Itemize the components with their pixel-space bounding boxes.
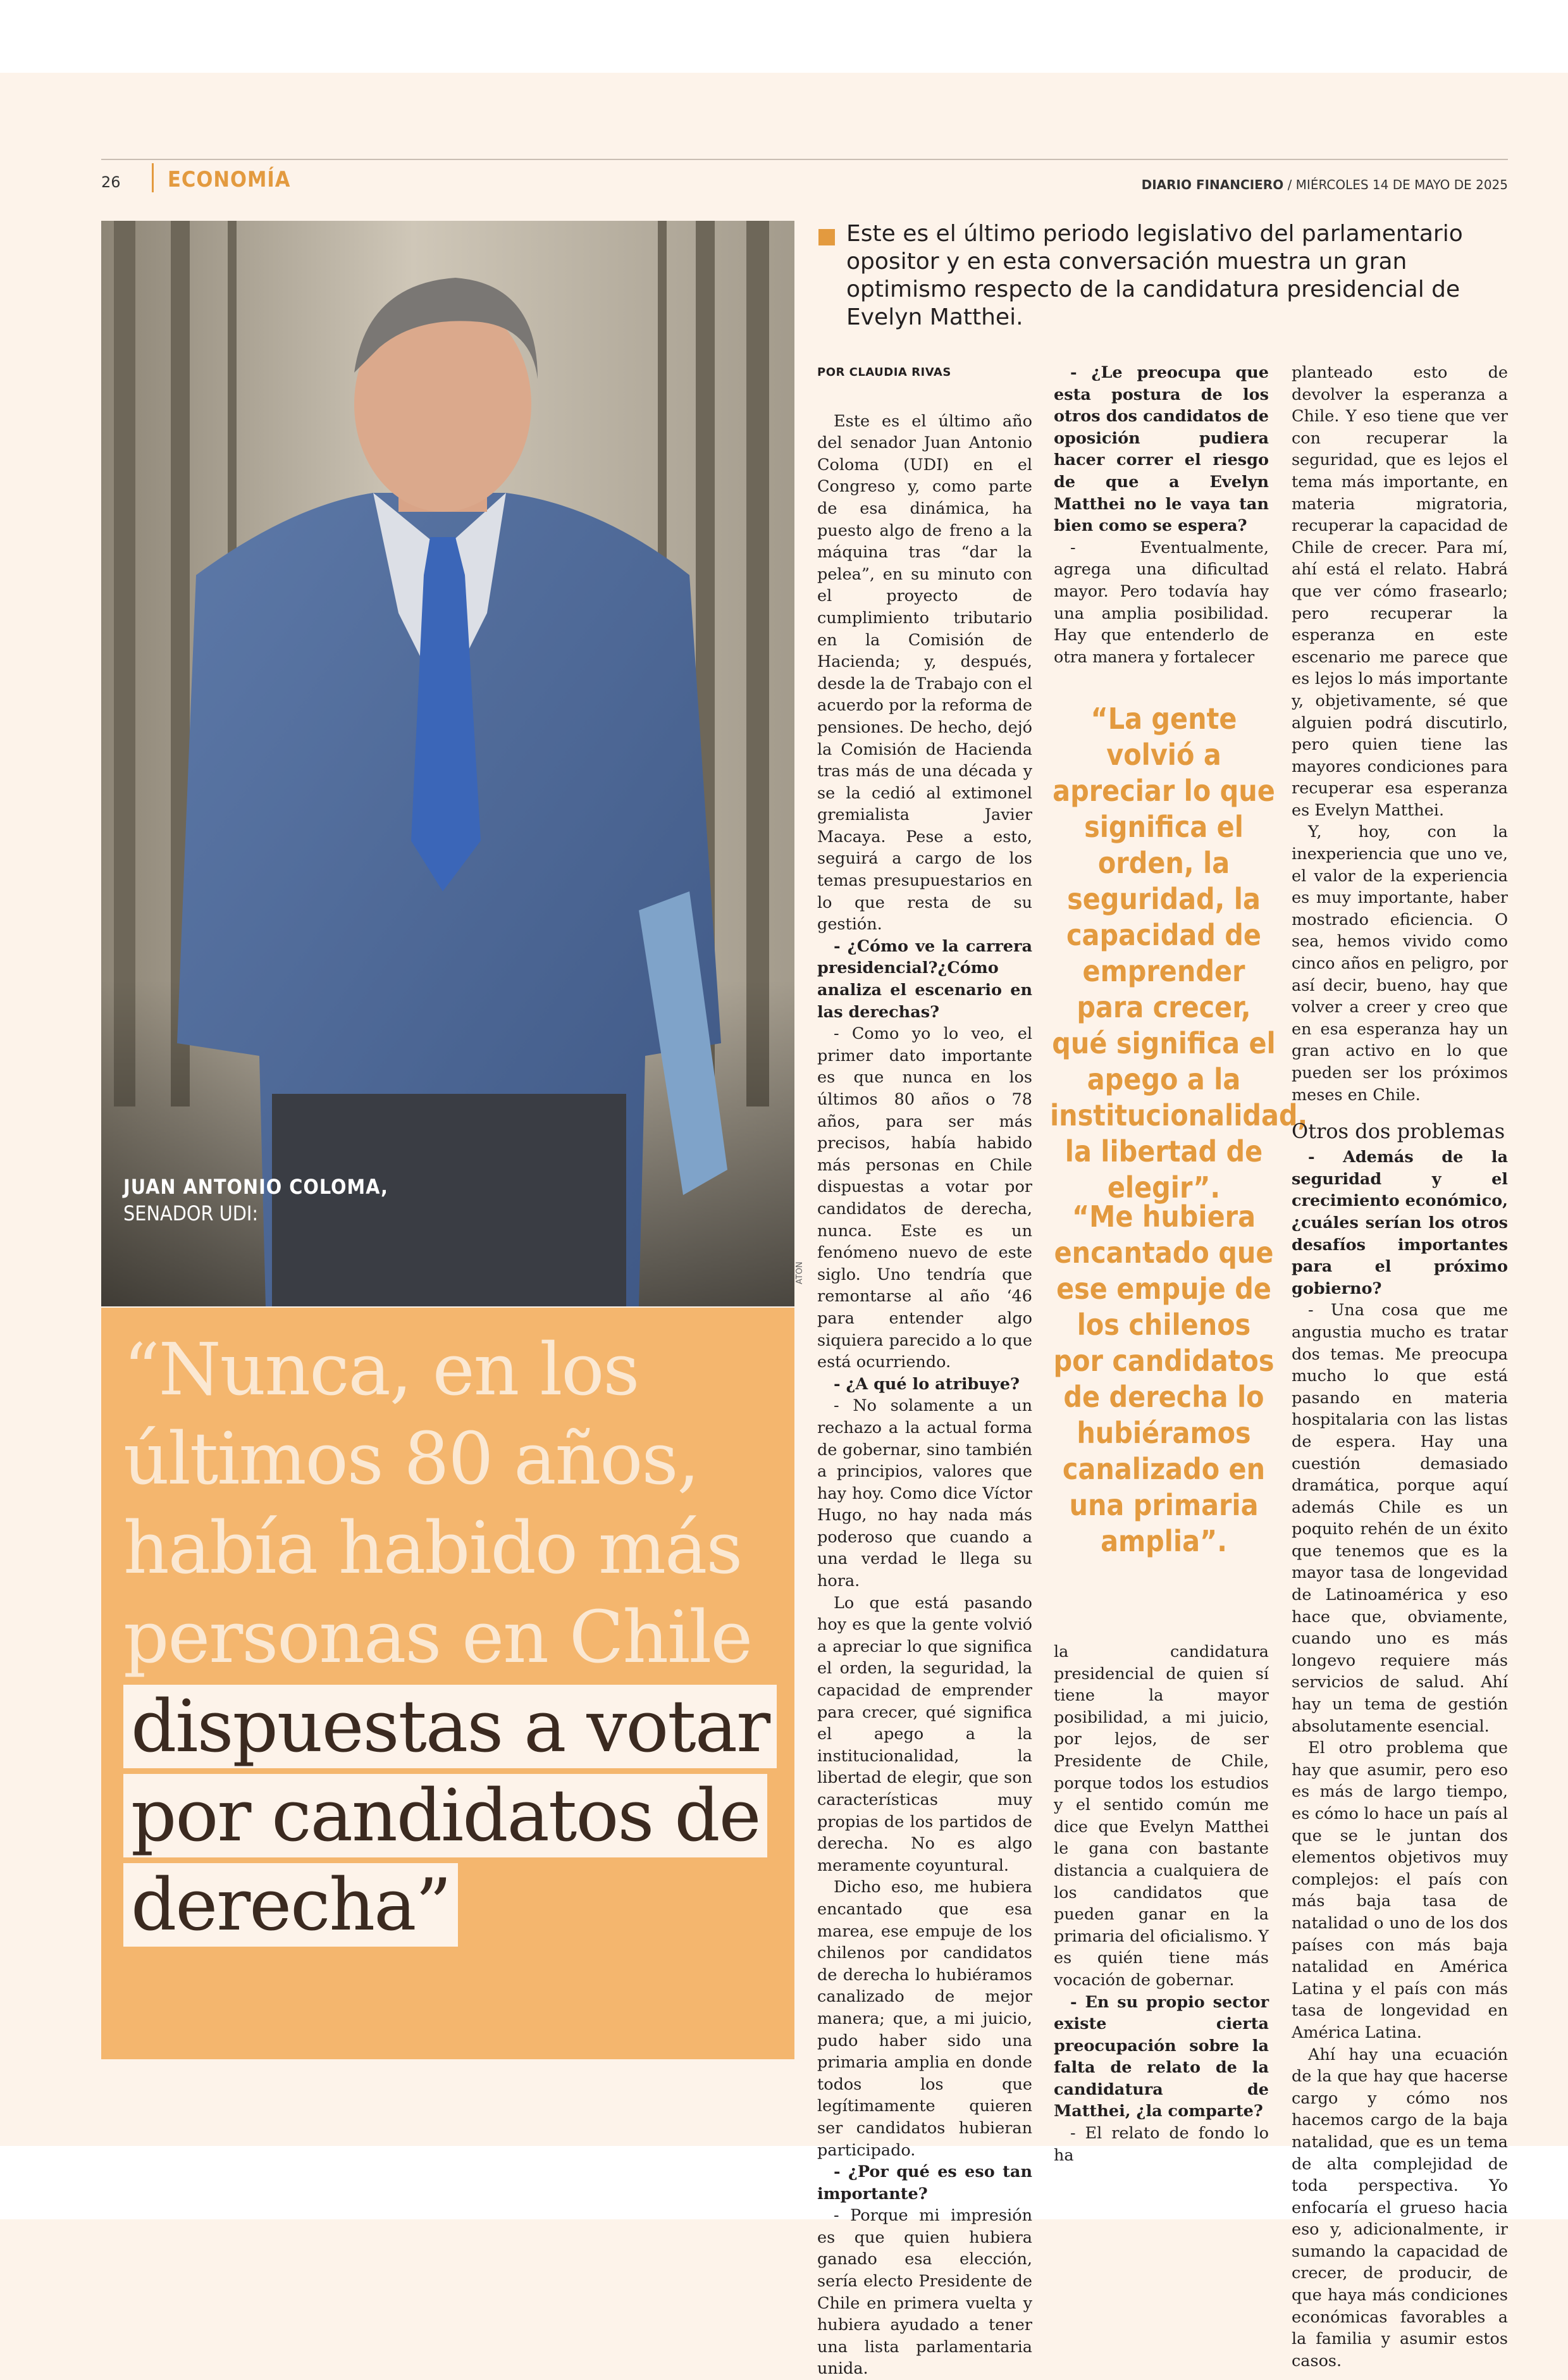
byline: POR CLAUDIA RIVAS: [817, 366, 951, 379]
paragraph: Y, hoy, con la inexperiencia que uno ve, el valor de la experiencia es muy importante, haber mostrado eficiencia. O sea, hemos vivido como cinco años en peligro, por así decir, bueno, hay que volver a creer y creo que en esa esperanza hay un gran activo en lo que pueden ser los próximos meses en Chile.: [1292, 822, 1508, 1105]
header-rule: [101, 159, 1508, 160]
publication-name: DIARIO FINANCIERO: [1141, 177, 1284, 192]
paragraph: Dicho eso, me hubiera encantado que esa marea, ese empuje de los chilenos por candidatos de derecha lo hubiéramos canalizado de mejor manera; que, a mi juicio, pudo haber sido una primaria amplia en donde todos los que legítimamente quieren ser candidatos hubieran participado.: [817, 1878, 1032, 2160]
answer: - Eventualmente, agrega una dificultad mayor. Pero todavía hay una amplia posibilidad. Hay que entenderlo de otra manera y fortalecer: [1054, 538, 1269, 667]
question: - En su propio sector existe cierta preocupación sobre la falta de relato de la candidatura de Matthei, ¿la comparte?: [1054, 1992, 1269, 2121]
pull-quote-2: “Me hubiera encantado que ese empuje de los chilenos por candidatos de derecha lo hubiéramos canalizado en una primaria amplia”.: [1053, 1199, 1275, 1558]
page-number: 26: [101, 173, 121, 191]
article-column-2-bottom: [1054, 1641, 1269, 2166]
caption-role: SENADOR UDI:: [123, 1201, 259, 1225]
photo-caption: [123, 1174, 388, 1227]
headline-quote: [123, 1325, 781, 1950]
article-column-1: [817, 362, 1032, 2380]
caption-name: JUAN ANTONIO COLOMA,: [123, 1175, 388, 1199]
question: - Además de la seguridad y el crecimiento económico, ¿cuáles serían los otros desafíos importantes para el próximo gobierno?: [1292, 1148, 1508, 1298]
pull-quote-1: “La gente volvió a apreciar lo que significa el orden, la seguridad, la capacidad de emprender para crecer, qué significa el apego a la institucionalidad, la libertad de elegir”.: [1050, 702, 1308, 1205]
paragraph: Este es el último año del senador Juan Antonio Coloma (UDI) en el Congreso y, como parte de esa dinámica, ha puesto algo de freno a la máquina tras “dar la pelea”, en su minuto con el proyecto de cumplimiento tributario en la Comisión de Hacienda; y, después, desde la de Trabajo con el acuerdo por la reforma de pensiones. De hecho, dejó la Comisión de Hacienda tras más de una década y se la cedió al extimonel gremialista Javier Macaya. Pese a esto, seguirá a cargo de los temas presupuestarios en lo que resta de su gestión.: [817, 411, 1032, 934]
paragraph: El otro problema que hay que asumir, pero eso es más de largo tiempo, es cómo lo hace un país al que se le juntan dos elementos objetivos muy complejos: el país con más baja tasa de natalidad o uno de los dos países con más baja natalidad en América Latina y el país con más tasa de longevidad en América Latina.: [1292, 1739, 1508, 2042]
deck: Este es el último periodo legislativo del parlamentario opositor y en esta conversación muestra un gran optimismo respecto de la candidatura presidencial de Evelyn Matthei.: [846, 221, 1463, 330]
section-divider: [152, 163, 154, 192]
question: - ¿Le preocupa que esta postura de los otros dos candidatos de oposición pudiera hacer correr el riesgo de que a Evelyn Matthei no le vaya tan bien como se espera?: [1054, 363, 1269, 536]
photo-credit: ATON: [795, 1261, 805, 1284]
answer: - El relato de fondo lo ha: [1054, 2124, 1269, 2165]
paragraph: planteado esto de devolver la esperanza a Chile. Y eso tiene que ver con recuperar la seguridad, que es lejos el tema más importante, en materia migratoria, recuperar la capacidad de Chile de crecer. Para mí, ahí está el relato. Habrá que ver cómo frasearlo; pero recuperar la esperanza en este escenario me parece que es lejos lo más importante y, objetivamente, sé que alguien podrá discutirlo, pero quien tiene las mayores condiciones para recuperar esa esperanza es Evelyn Matthei.: [1292, 363, 1508, 820]
subheading: Otros dos problemas: [1292, 1119, 1505, 1144]
section-label: ECONOMÍA: [168, 167, 291, 192]
answer: - Una cosa que me angustia mucho es tratar dos temas. Me preocupa mucho lo que está pasando en materia hospitalaria con las listas de espera. Hay una cuestión demasiado dramática, porque aquí además Chile es un poquito rehén de un éxito que tenemos que es la mayor tasa de longevidad de Latinoamérica y eso hace que, obviamente, cuando uno es más longevo requiere más servicios de salud. Ahí hay un tema de gestión absolutamente esencial.: [1292, 1301, 1508, 1736]
portrait-photo: [101, 221, 794, 1306]
top-margin: [0, 0, 1568, 73]
article-column-2-top: [1054, 362, 1269, 668]
portrait-illustration: [101, 221, 794, 1306]
deck-square-icon: [818, 229, 835, 245]
paragraph: la candidatura presidencial de quien sí tiene la mayor posibilidad, a mi juicio, por lejos, de ser Presidente de Chile, porque todos los estudios y el sentido común me dice que Evelyn Matthei le gana con bastante distancia a cualquiera de los candidatos que pueden ganar en la primaria del oficialismo. Y es quién tiene más vocación de gobernar.: [1054, 1642, 1269, 1990]
paragraph: Lo que está pasando hoy es que la gente volvió a apreciar lo que significa el orden, la seguridad, la capacidad de emprender para crecer, qué significa el apego a la institucionalidad, la libertad de elegir, que son características muy propias de los partidos de derecha. No es algo meramente coyuntural.: [817, 1593, 1032, 1875]
article-column-3: [1292, 362, 1508, 2372]
question: - ¿Cómo ve la carrera presidencial?¿Cómo analiza el escenario en las derechas?: [817, 936, 1032, 1022]
headline-quote-plain: “Nunca, en los últimos 80 años, había habido más personas en Chile: [123, 1328, 752, 1679]
answer: - Porque mi impresión es que quien hubiera ganado esa elección, sería electo Presidente de Chile en primera vuelta y hubiera ayudado a tener una lista parlamentaria unida.: [817, 2206, 1032, 2379]
question: - ¿Por qué es eso tan importante?: [817, 2162, 1032, 2203]
paragraph: Ahí hay una ecuación de la que hay que hacerse cargo y cómo nos hacemos cargo de la baja natalidad, que es un tema de alta complejidad de toda perspectiva. Yo enfocaría el grueso hacia eso y, adicionalmente, ir sumando la capacidad de crecer, de producir, de que haya más condiciones económicas favorables a la familia y asumir estos casos.: [1292, 2045, 1508, 2371]
question: - ¿A qué lo atribuye?: [834, 1374, 1020, 1394]
headline-quote-highlight: dispuestas a votar por candidatos de derecha”: [123, 1685, 777, 1947]
issue-date: / MIÉRCOLES 14 DE MAYO DE 2025: [1287, 177, 1508, 192]
answer: - No solamente a un rechazo a la actual forma de gobernar, sino también a principios, valores que hay hoy. Como dice Víctor Hugo, no hay nada más poderoso que cuando a una verdad le llega su hora.: [817, 1396, 1032, 1591]
masthead: [1142, 177, 1508, 192]
answer: - Como yo lo veo, el primer dato importante es que nunca en los últimos 80 años o 78 años, para ser más precisos, había habido más personas en Chile dispuestas a votar por candidatos de derecha, nunca. Este es un fenómeno nuevo de este siglo. Uno tendría que remontarse al año ‘46 para entender algo siquiera parecido a lo que está ocurriendo.: [817, 1024, 1032, 1372]
